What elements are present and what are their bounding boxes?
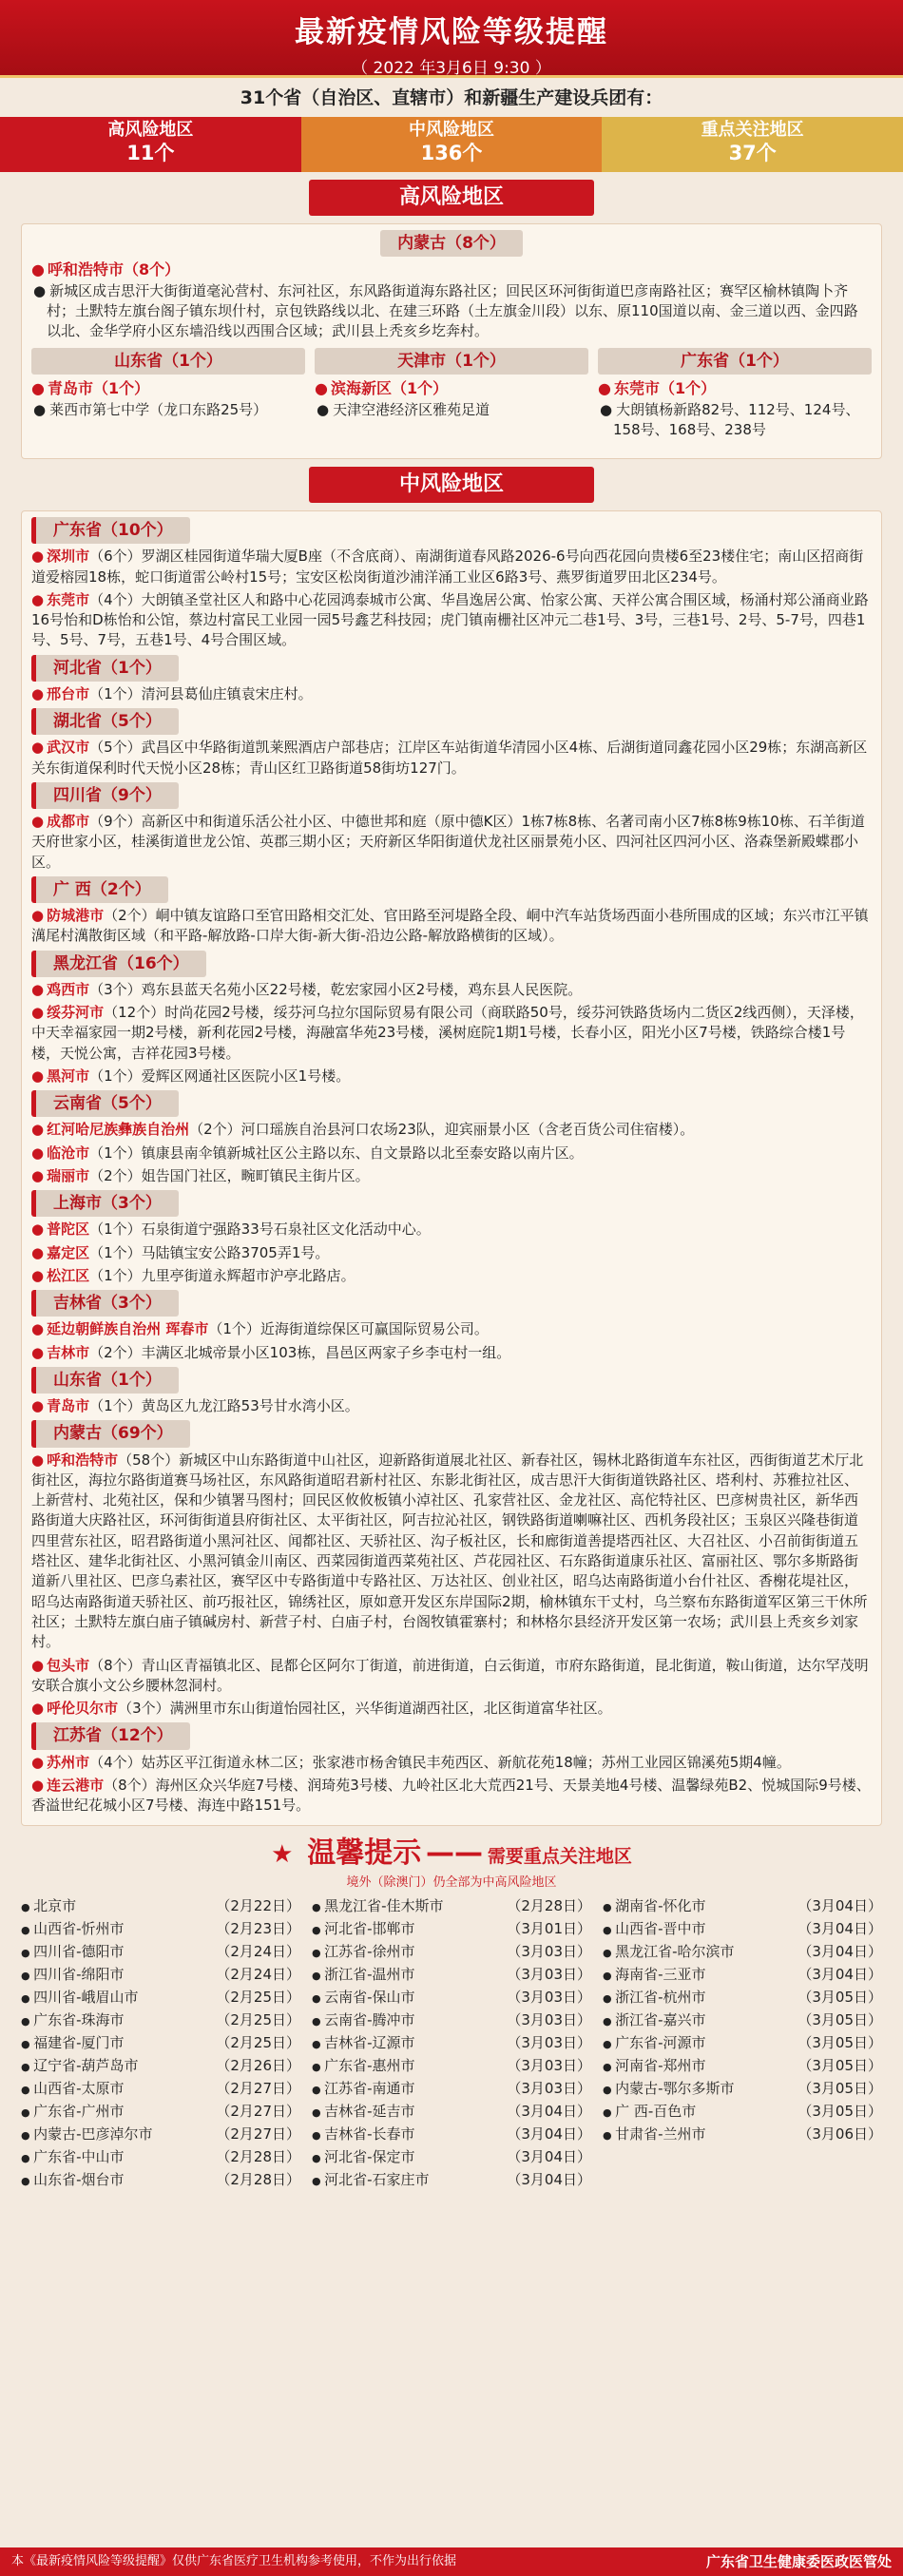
focus-area-name: ● 河南省-郑州市 xyxy=(603,2055,706,2078)
area-item: ● 新城区成吉思汗大街街道毫沁营村、东河社区，东风路街道海东路社区；回民区环河街街道巴彦南路社区；赛罕区榆林镇陶卜齐村；土默特左旗台阁子镇东坝什村，京包铁路线以北、在建三环路（土左旗金川段）以东、原110国道以南、金三道以西、金四路以北、金华学府小区东墙沿线以西围合区域；武川县上秃亥乡圪奔村。 xyxy=(33,281,858,340)
city-name: 青岛市（1个） xyxy=(47,378,150,397)
area-item: ● 天津空港经济区雅苑足道 xyxy=(317,400,490,418)
focus-area-name: ● 福建省-厦门市 xyxy=(21,2032,125,2055)
focus-area-item xyxy=(21,1941,300,1964)
province-tag: 广 西（2个） xyxy=(31,876,168,903)
summary-focus-label: 重点关注地区 xyxy=(701,119,804,140)
city-name: 苏州市 xyxy=(47,1753,90,1771)
focus-area-date: （3月01日） xyxy=(507,1920,591,1938)
focus-area-item xyxy=(21,1918,300,1941)
tips-subtitle: 需要重点关注地区 xyxy=(487,1846,632,1868)
summary-high-count: 11个 xyxy=(126,142,175,165)
focus-area-name: ● 吉林省-辽源市 xyxy=(312,2032,415,2055)
area-item: ● 黑河市（1个）爱辉区网通社区医院小区1号楼。 xyxy=(31,1067,351,1085)
focus-area-name: ● 四川省-峨眉山市 xyxy=(21,1987,139,2009)
province-hubei xyxy=(31,708,872,779)
focus-area-date: （3月05日） xyxy=(797,2011,882,2029)
focus-area-item xyxy=(603,1987,882,2009)
city-name: 青岛市 xyxy=(47,1397,90,1415)
area-item: ● 普陀区（1个）石泉街道宁强路33号石泉社区文化活动中心。 xyxy=(31,1221,431,1239)
area-item: ● 绥芬河市（12个）时尚花园2号楼，绥芬河乌拉尔国际贸易有限公司（商联路50号，绥芬河铁路货场内二货区2线西侧），天泽楼，中天幸福家园一期2号楼，新利花园2号楼，海融富华苑23号楼，溪树庭院1期1号楼，长春小区，阳光小区7号楼，铁路综合楼1号楼，天悦公寓，吉祥花园3号楼。 xyxy=(31,1004,864,1062)
area-item: ● 连云港市（8个）海州区众兴华庭7号楼、润琦苑3号楼、九岭社区北大荒西21号、天景美地4号楼、温馨绿苑B2、悦城国际9号楼、香溢世纪花城小区7号楼、海连中路151号。 xyxy=(31,1776,871,1815)
province-tag: 内蒙古（8个） xyxy=(380,230,523,257)
focus-area-date: （3月03日） xyxy=(507,1966,591,1984)
province-tag: 上海市（3个） xyxy=(31,1190,179,1217)
area-text: 莱西市第七中学（龙口东路25号） xyxy=(49,400,268,418)
area-item: ● 包头市（8个）青山区青福镇北区、昆都仑区阿尔丁街道，前进街道，白云街道，市府东路街道，昆北街道，鞍山街道，达尔罕茂明安联合旗小文公乡腰林忽洞村。 xyxy=(31,1656,869,1694)
province-tag: 江苏省（12个） xyxy=(31,1722,190,1749)
area-item: ● 呼伦贝尔市（3个）满洲里市东山街道怡园社区，兴华街道湖西社区，北区街道富华社区。 xyxy=(31,1700,612,1718)
focus-area-date: （3月05日） xyxy=(797,1989,882,2007)
focus-area-date: （3月05日） xyxy=(797,2103,882,2121)
province-tianjin xyxy=(315,348,588,443)
focus-area-name: ● 吉林省-长春市 xyxy=(312,2124,415,2146)
high-risk-panel xyxy=(21,223,882,459)
focus-area-date: （2月25日） xyxy=(216,1989,300,2007)
area-text: （9个）高新区中和街道乐活公社小区、中德世邦和庭（原中德K区）1栋7栋8栋、名著司南小区7栋8栋9栋10栋、石羊街道天府世家小区，桂溪街道世龙公馆、英郡三期小区；天府新区华阳街道伏龙社区丽景苑小区、四河社区四河小区、洛森堡新殿蝶郡小区。 xyxy=(31,813,865,871)
focus-area-date: （2月23日） xyxy=(216,1920,300,1938)
area-item: ● 嘉定区（1个）马陆镇宝安公路3705弄1号。 xyxy=(31,1243,330,1261)
summary-high-label: 高风险地区 xyxy=(107,119,194,140)
focus-area-date: （3月03日） xyxy=(507,1943,591,1961)
area-text: （3个）鸡东县蓝天名苑小区22号楼，乾宏家园小区2号楼，鸡东县人民医院。 xyxy=(89,980,583,998)
tips-heading xyxy=(21,1834,882,1874)
focus-area-item xyxy=(603,2078,882,2101)
area-item: ● 松江区（1个）九里亭街道永辉超市沪亭北路店。 xyxy=(31,1266,355,1284)
focus-area-item xyxy=(312,2078,591,2101)
area-text: （1个）镇康县南伞镇新城社区公主路以东、自文景路以北至泰安路以南片区。 xyxy=(89,1144,584,1162)
focus-area-date: （2月27日） xyxy=(216,2103,300,2121)
city-name: 邢台市 xyxy=(47,684,90,702)
focus-area-date: （2月26日） xyxy=(216,2057,300,2075)
focus-area-date: （3月03日） xyxy=(507,2057,591,2075)
tips-dash: —— xyxy=(426,1836,484,1871)
province-hebei xyxy=(31,655,872,704)
focus-area-name: ● 黑龙江省-佳木斯市 xyxy=(312,1895,444,1918)
city-heading: ● 滨海新区（1个） xyxy=(315,378,449,397)
area-item: ● 苏州市（4个）姑苏区平江街道永林二区；张家港市杨舍镇民丰苑西区、新航花苑18幢；苏州工业园区锦溪苑5期4幢。 xyxy=(31,1753,791,1771)
focus-area-item xyxy=(21,2146,300,2169)
city-name: 东莞市（1个） xyxy=(613,378,717,397)
focus-area-name: ● 广东省-珠海市 xyxy=(21,2009,125,2032)
area-text: 大朗镇杨新路82号、112号、124号、158号、168号、238号 xyxy=(613,400,860,438)
province-tag: 内蒙古（69个） xyxy=(31,1420,190,1447)
focus-area-name: ● 浙江省-杭州市 xyxy=(603,1987,706,2009)
focus-area-date: （3月04日） xyxy=(507,2148,591,2166)
city-name: 深圳市 xyxy=(47,548,90,566)
focus-area-name: ● 云南省-保山市 xyxy=(312,1987,415,2009)
province-tag: 河北省（1个） xyxy=(31,655,179,682)
focus-area-item xyxy=(312,2146,591,2169)
neimenggu-tag-wrap xyxy=(31,230,872,260)
focus-area-item xyxy=(21,2032,300,2055)
city-heading: ● 东莞市（1个） xyxy=(598,378,717,397)
focus-area-item xyxy=(603,2032,882,2055)
area-item: ● 吉林市（2个）丰满区北城帝景小区103栋，昌邑区两家子乡李屯村一组。 xyxy=(31,1343,511,1361)
area-text: （3个）满洲里市东山街道怡园社区，兴华街道湖西社区，北区街道富华社区。 xyxy=(118,1700,612,1718)
focus-area-name: ● 河北省-石家庄市 xyxy=(312,2169,430,2192)
focus-area-name: ● 四川省-绵阳市 xyxy=(21,1964,125,1987)
focus-area-grid xyxy=(21,1895,882,2192)
focus-area-name: ● 内蒙古-鄂尔多斯市 xyxy=(603,2078,735,2101)
area-item: ● 红河哈尼族彝族自治州（2个）河口瑶族自治县河口农场23队，迎宾丽景小区（含老百货公司住宿楼）。 xyxy=(31,1121,695,1139)
focus-column-3 xyxy=(603,1895,882,2192)
focus-area-date: （3月05日） xyxy=(797,2080,882,2098)
focus-area-item xyxy=(312,2169,591,2192)
focus-area-name: ● 浙江省-温州市 xyxy=(312,1964,415,1987)
area-text: （58个）新城区中山东路街道中山社区，迎新路街道展北社区、新春社区，锡林北路街道车东社区，西街街道艺术厅北街社区，海拉尔路街道赛马场社区，东风路街道昭君新村社区、东影北街社区，成吉思汗大街街道铁路社区、塔利村、苏雅拉社区、上新营村、北苑社区，保和少镇署马图村；回民区攸攸板镇小淖社区、孔家营社区、金龙社区、高佗特社区、巴彦树贵社区，新华西路街道大庆路社区，环河街街道县府街社区、太平街社区，阿吉拉沁社区，钢铁路街道喇嘛社区、西机务段社区；玉泉区兴隆巷街道四里营东社区，昭君路街道小黑河社区、闻都社区、天骄社区、沟子板社区，长和廊街道善提塔西社区、大召社区、小召前街街道五塔社区、建华北街社区、小黑河镇金川南区、西菜园街道西菜苑社区、芦花园社区、石东路街道康乐社区、富丽社区、鄂尔多斯路街道新八里社区、巴彦乌素社区，赛罕区中专路街道中专路社区、万达社区、创业社区，昭乌达南路街道小台什社区、香榭花堤社区，昭乌达南路街道天骄社区、前巧报社区，锦绣社区，原如意开发区东岸国际2期，榆林镇东干丈村，乌兰察布东路街道军区第三干休所社区；土默特左旗白庙子镇碱房村、新营子村、白庙子村，台阁牧镇霍寨村；和林格尔县经济开发区第一农场；武川县上秃亥乡刘家村。 xyxy=(31,1451,868,1651)
area-item: ● 邢台市（1个）清河县葛仙庄镇袁宋庄村。 xyxy=(31,684,313,702)
summary-focus xyxy=(602,117,903,172)
province-heilongjiang xyxy=(31,951,872,1087)
focus-area-name: ● 山西省-太原市 xyxy=(21,2078,125,2101)
focus-area-name: ● 海南省-三亚市 xyxy=(603,1964,706,1987)
focus-area-name: ● 广东省-中山市 xyxy=(21,2146,125,2169)
province-yunnan xyxy=(31,1090,872,1186)
area-item: ● 武汉市（5个）武昌区中华路街道凯莱熙酒店户部巷店；江岸区车站街道华清园小区4栋、后湖街道同鑫花园小区29栋；东湖高新区关东街道保利时代天悦小区28栋；青山区红卫路街道58街坊127门。 xyxy=(31,739,868,777)
focus-area-name: ● 河北省-保定市 xyxy=(312,2146,415,2169)
focus-area-name: ● 山西省-晋中市 xyxy=(603,1918,706,1941)
focus-area-date: （2月28日） xyxy=(507,1897,591,1915)
focus-area-date: （3月05日） xyxy=(797,2057,882,2075)
area-item: ● 临沧市（1个）镇康县南伞镇新城社区公主路以东、自文景路以北至泰安路以南片区。 xyxy=(31,1144,584,1162)
focus-area-date: （3月05日） xyxy=(797,2034,882,2052)
focus-area-date: （2月22日） xyxy=(216,1897,300,1915)
summary-mid-count: 136个 xyxy=(420,142,483,165)
focus-area-date: （3月03日） xyxy=(507,2034,591,2052)
area-text: （1个）石泉街道宁强路33号石泉社区文化活动中心。 xyxy=(89,1221,431,1239)
area-text: （2个）河口瑶族自治县河口农场23队，迎宾丽景小区（含老百货公司住宿楼）。 xyxy=(189,1121,695,1139)
focus-area-name: ● 河北省-邯郸市 xyxy=(312,1918,415,1941)
area-text: （1个）近海街道综保区可赢国际贸易公司。 xyxy=(208,1320,489,1338)
province-shandong-mid xyxy=(31,1367,872,1416)
area-item: ● 延边朝鲜族自治州 珲春市（1个）近海街道综保区可赢国际贸易公司。 xyxy=(31,1320,489,1338)
focus-area-item xyxy=(603,2124,882,2146)
summary-high xyxy=(0,117,301,172)
province-tag: 湖北省（5个） xyxy=(31,708,179,735)
area-text: （1个）清河县葛仙庄镇袁宋庄村。 xyxy=(89,684,313,702)
city-name: 红河哈尼族彝族自治州 xyxy=(47,1121,190,1139)
city-name: 延边朝鲜族自治州 珲春市 xyxy=(47,1320,209,1338)
province-jilin xyxy=(31,1290,872,1363)
area-item: ● 呼和浩特市（58个）新城区中山东路街道中山社区，迎新路街道展北社区、新春社区，锡林北路街道车东社区，西街街道艺术厅北街社区，海拉尔路街道赛马场社区，东风路街道昭君新村社区、东影北街社区，成吉思汗大街街道铁路社区、塔利村、苏雅拉社区、上新营村、北苑社区，保和少镇署马图村；回民区攸攸板镇小淖社区、孔家营社区、金龙社区、高佗特社区、巴彦树贵社区，新华西路街道大庆路社区，环河街街道县府街社区、太平街社区，阿吉拉沁社区，钢铁路街道喇嘛社区、西机务段社区；玉泉区兴隆巷街道四里营东社区，昭君路街道小黑河社区、闻都社区、天骄社区、沟子板社区，长和廊街道善提塔西社区、大召社区、小召前街街道五塔社区、建华北街社区、小黑河镇金川南区、西菜园街道西菜苑社区、芦花园社区、石东路街道康乐社区、富丽社区、鄂尔多斯路街道新八里社区、巴彦乌素社区，赛罕区中专路街道中专路社区、万达社区、创业社区，昭乌达南路街道小台什社区、香榭花堤社区，昭乌达南路街道天骄社区、前巧报社区，锦绣社区，原如意开发区东岸国际2期，榆林镇东干丈村，乌兰察布东路街道军区第三干休所社区；土默特左旗白庙子镇碱房村、新营子村、白庙子村，台阁牧镇霍寨村；和林格尔县经济开发区第一农场；武川县上秃亥乡刘家村。 xyxy=(31,1451,868,1651)
province-shandong xyxy=(31,348,305,443)
focus-area-item xyxy=(603,1964,882,1987)
header xyxy=(0,0,903,78)
focus-area-item xyxy=(312,2055,591,2078)
focus-area-date: （3月04日） xyxy=(507,2125,591,2143)
focus-area-name: ● 北京市 xyxy=(21,1895,76,1918)
province-tag: 天津市（1个） xyxy=(315,348,588,375)
footer-issuer: 广东省卫生健康委医政医管处 xyxy=(705,2553,892,2570)
province-tag: 黑龙江省（16个） xyxy=(31,951,206,977)
city-name: 普陀区 xyxy=(47,1221,90,1239)
page-title: 最新疫情风险等级提醒 xyxy=(295,15,608,49)
province-jiangsu xyxy=(31,1722,872,1816)
focus-area-date: （3月04日） xyxy=(797,1943,882,1961)
focus-area-name: ● 黑龙江省-哈尔滨市 xyxy=(603,1941,735,1964)
star-icon: ★ xyxy=(271,1840,294,1870)
focus-area-date: （3月04日） xyxy=(507,2171,591,2189)
province-neimenggu-mid xyxy=(31,1420,872,1719)
province-tag: 四川省（9个） xyxy=(31,782,179,809)
focus-area-item xyxy=(603,2101,882,2124)
focus-area-item xyxy=(312,1941,591,1964)
province-tag: 山东省（1个） xyxy=(31,348,305,375)
focus-area-name: ● 江苏省-南通市 xyxy=(312,2078,415,2101)
focus-area-item xyxy=(603,1895,882,1918)
city-name: 滨海新区（1个） xyxy=(330,378,449,397)
area-text: （1个）马陆镇宝安公路3705弄1号。 xyxy=(89,1243,330,1261)
summary-focus-count: 37个 xyxy=(728,142,777,165)
focus-area-item xyxy=(312,2032,591,2055)
focus-area-name: ● 山东省-烟台市 xyxy=(21,2169,125,2192)
focus-area-name: ● 广东省-河源市 xyxy=(603,2032,706,2055)
area-text: （1个）爱辉区网通社区医院小区1号楼。 xyxy=(89,1067,351,1085)
focus-area-name: ● 内蒙古-巴彦淖尔市 xyxy=(21,2124,153,2146)
focus-area-item xyxy=(21,2009,300,2032)
city-heading: ● 呼和浩特市（8个） xyxy=(31,260,181,279)
intro-text: 31个省（自治区、直辖市）和新疆生产建设兵团有： xyxy=(240,87,663,108)
area-text: （4个）大朗镇圣堂社区人和路中心花园鸿泰城市公寓、华昌逸居公寓、怡家公寓、天祥公寓合围区域，杨涌村郑公涌商业路16号怡和D栋怡和公馆，蔡边村富民工业园一园5号鑫艺科技园；虎门镇南栅社区冲元二巷1号、3号，三巷1号、2号、5-7号，四巷1号、5号、7号，五巷1号、4号合围区域。 xyxy=(31,590,869,649)
area-text: （4个）姑苏区平江街道永林二区；张家港市杨舍镇民丰苑西区、新航花苑18幢；苏州工业园区锦溪苑5期4幢。 xyxy=(89,1753,791,1771)
city-heading: ● 青岛市（1个） xyxy=(31,378,150,397)
province-sichuan xyxy=(31,782,872,873)
area-text: （5个）武昌区中华路街道凯莱熙酒店户部巷店；江岸区车站街道华清园小区4栋、后湖街道同鑫花园小区29栋；东湖高新区关东街道保利时代天悦小区28栋；青山区红卫路街道58街坊127门。 xyxy=(31,739,868,777)
province-tag: 山东省（1个） xyxy=(31,1367,179,1394)
focus-area-name: ● 吉林省-延吉市 xyxy=(312,2101,415,2124)
province-tag: 云南省（5个） xyxy=(31,1090,179,1117)
focus-area-name: ● 山西省-忻州市 xyxy=(21,1918,125,1941)
focus-area-item xyxy=(312,2101,591,2124)
area-item: ● 东莞市（4个）大朗镇圣堂社区人和路中心花园鸿泰城市公寓、华昌逸居公寓、怡家公寓、天祥公寓合围区域，杨涌村郑公涌商业路16号怡和D栋怡和公馆，蔡边村富民工业园一园5号鑫艺科技园；虎门镇南栅社区冲元二巷1号、3号，三巷1号、2号、5-7号，四巷1号、5号、7号，五巷1号、4号合围区域。 xyxy=(31,590,869,649)
summary-bar xyxy=(0,117,903,172)
update-date: （ 2022 年3月6日 9:30 ） xyxy=(352,59,551,79)
focus-area-name: ● 湖南省-怀化市 xyxy=(603,1895,706,1918)
high-risk-provinces-row xyxy=(31,348,872,443)
focus-area-date: （3月04日） xyxy=(507,2103,591,2121)
focus-area-name: ● 江苏省-徐州市 xyxy=(312,1941,415,1964)
focus-area-date: （3月04日） xyxy=(797,1897,882,1915)
city-name: 吉林市 xyxy=(47,1343,90,1361)
focus-area-date: （2月24日） xyxy=(216,1943,300,1961)
focus-area-item xyxy=(21,2078,300,2101)
focus-area-name: ● 广东省-广州市 xyxy=(21,2101,125,2124)
focus-area-date: （2月27日） xyxy=(216,2080,300,2098)
province-shanghai xyxy=(31,1190,872,1286)
focus-area-item xyxy=(603,1918,882,1941)
focus-area-item xyxy=(312,1964,591,1987)
focus-area-name: ● 云南省-腾冲市 xyxy=(312,2009,415,2032)
province-guangdong xyxy=(598,348,872,443)
focus-area-item xyxy=(21,2124,300,2146)
focus-area-date: （3月06日） xyxy=(797,2125,882,2143)
summary-mid-label: 中风险地区 xyxy=(409,119,494,140)
mid-risk-banner: 中风险地区 xyxy=(309,467,594,503)
focus-area-item xyxy=(312,1918,591,1941)
province-tag: 广东省（1个） xyxy=(598,348,872,375)
area-item: ● 成都市（9个）高新区中和街道乐活公社小区、中德世邦和庭（原中德K区）1栋7栋8栋、名著司南小区7栋8栋9栋10栋、石羊街道天府世家小区，桂溪街道世龙公馆、英郡三期小区；天府新区华阳街道伏龙社区丽景苑小区、四河社区四河小区、洛森堡新殿蝶郡小区。 xyxy=(31,813,865,871)
area-item: ● 青岛市（1个）黄岛区九龙江路53号甘水湾小区。 xyxy=(31,1397,359,1415)
city-name: 呼伦贝尔市 xyxy=(47,1700,119,1718)
city-name: 临沧市 xyxy=(47,1144,90,1162)
city-name: 松江区 xyxy=(47,1266,90,1284)
focus-area-item xyxy=(312,1895,591,1918)
city-name: 嘉定区 xyxy=(47,1243,90,1261)
focus-area-item xyxy=(312,1987,591,2009)
focus-area-date: （3月04日） xyxy=(797,1966,882,1984)
tips-note: 境外（除澳门）仍全部为中高风险地区 xyxy=(346,1875,557,1890)
focus-column-1 xyxy=(21,1895,300,2192)
area-text: （2个）姐告国门社区，畹町镇民主街片区。 xyxy=(89,1166,370,1184)
area-item: ● 瑞丽市（2个）姐告国门社区，畹町镇民主街片区。 xyxy=(31,1166,370,1184)
area-text: 天津空港经济区雅苑足道 xyxy=(333,400,490,418)
area-item: ● 鸡西市（3个）鸡东县蓝天名苑小区22号楼，乾宏家园小区2号楼，鸡东县人民医院。 xyxy=(31,980,583,998)
focus-column-2 xyxy=(312,1895,591,2192)
city-name: 黑河市 xyxy=(47,1067,90,1085)
area-text: （8个）青山区青福镇北区、昆都仑区阿尔丁街道，前进街道，白云街道，市府东路街道，昆北街道，鞍山街道，达尔罕茂明安联合旗小文公乡腰林忽洞村。 xyxy=(31,1656,869,1694)
area-item: ● 大朗镇杨新路82号、112号、124号、158号、168号、238号 xyxy=(600,400,860,438)
focus-area-date: （2月25日） xyxy=(216,2034,300,2052)
focus-area-name: ● 辽宁省-葫芦岛市 xyxy=(21,2055,139,2078)
area-text: （8个）海州区众兴华庭7号楼、润琦苑3号楼、九岭社区北大荒西21号、天景美地4号楼、温馨绿苑B2、悦城国际9号楼、香溢世纪花城小区7号楼、海连中路151号。 xyxy=(31,1776,871,1815)
area-text: （6个）罗湖区桂园街道华瑞大厦B座（不含底商）、南湖街道春风路2026-6号向西花园向贵楼6至23楼住宅；南山区招商街道爱榕园18栋，蛇口街道雷公岭村15号；宝安区松岗街道沙浦洋涌工业区6路3号、燕罗街道罗田北区234号。 xyxy=(31,548,864,586)
province-tag: 吉林省（3个） xyxy=(31,1290,179,1317)
area-item: ● 深圳市（6个）罗湖区桂园街道华瑞大厦B座（不含底商）、南湖街道春风路2026-6号向西花园向贵楼6至23楼住宅；南山区招商街道爱榕园18栋，蛇口街道雷公岭村15号；宝安区松岗街道沙浦洋涌工业区6路3号、燕罗街道罗田北区234号。 xyxy=(31,548,864,586)
focus-area-item xyxy=(603,2055,882,2078)
focus-area-date: （3月03日） xyxy=(507,1989,591,2007)
focus-area-date: （2月25日） xyxy=(216,2011,300,2029)
focus-area-name: ● 浙江省-嘉兴市 xyxy=(603,2009,706,2032)
focus-area-date: （3月03日） xyxy=(507,2080,591,2098)
area-text: 新城区成吉思汗大街街道毫沁营村、东河社区，东风路街道海东路社区；回民区环河街街道巴彦南路社区；赛罕区榆林镇陶卜齐村；土默特左旗台阁子镇东坝什村，京包铁路线以北、在建三环路（土左旗金川段）以东、原110国道以南、金三道以西、金四路以北、金华学府小区东墙沿线以西围合区域；武川县上秃亥乡圪奔村。 xyxy=(47,281,858,340)
area-text: （2个）峒中镇友谊路口至官田路相交汇处、官田路至河堤路全段、峒中汽车站货场西面小巷所围成的区域；东兴市江平镇澫尾村澫散街区域（和平路-解放路-口岸大街-新大街-沿边公路-解放路横街的区域）。 xyxy=(31,907,869,945)
province-guangxi xyxy=(31,876,872,947)
focus-area-item xyxy=(21,1987,300,2009)
footer xyxy=(0,2547,903,2576)
city-name: 鸡西市 xyxy=(47,980,90,998)
summary-mid xyxy=(301,117,603,172)
focus-area-item xyxy=(312,2009,591,2032)
focus-area-item xyxy=(21,2101,300,2124)
warm-tips xyxy=(21,1834,882,2192)
focus-area-item xyxy=(21,2169,300,2192)
focus-area-item xyxy=(21,2055,300,2078)
focus-area-name: ● 四川省-德阳市 xyxy=(21,1941,125,1964)
focus-area-name: ● 广 西-百色市 xyxy=(603,2101,696,2124)
city-name: 绥芬河市 xyxy=(47,1004,105,1022)
focus-area-date: （2月28日） xyxy=(216,2148,300,2166)
city-name: 呼和浩特市 xyxy=(47,1451,119,1469)
focus-area-item xyxy=(312,2124,591,2146)
province-guangdong-mid xyxy=(31,517,872,651)
city-name: 东莞市 xyxy=(47,590,90,608)
city-name: 包头市 xyxy=(47,1656,90,1674)
focus-area-name: ● 甘肃省-兰州市 xyxy=(603,2124,706,2146)
city-name: 武汉市 xyxy=(47,739,90,757)
area-item: ● 防城港市（2个）峒中镇友谊路口至官田路相交汇处、官田路至河堤路全段、峒中汽车站货场西面小巷所围成的区域；东兴市江平镇澫尾村澫散街区域（和平路-解放路-口岸大街-新大街-沿边公路-解放路横街的区域）。 xyxy=(31,907,869,945)
footer-disclaimer: 本《最新疫情风险等级提醒》仅供广东省医疗卫生机构参考使用，不作为出行依据 xyxy=(11,2554,457,2568)
tips-title: 温馨提示 xyxy=(307,1836,422,1871)
mid-risk-panel xyxy=(21,510,882,1826)
focus-area-item xyxy=(21,1895,300,1918)
city-name: 呼和浩特市（8个） xyxy=(47,260,181,279)
area-text: （2个）丰满区北城帝景小区103栋，昌邑区两家子乡李屯村一组。 xyxy=(89,1343,511,1361)
focus-area-name: ● 广东省-惠州市 xyxy=(312,2055,415,2078)
area-item: ● 莱西市第七中学（龙口东路25号） xyxy=(33,400,268,418)
focus-area-date: （2月27日） xyxy=(216,2125,300,2143)
area-text: （1个）黄岛区九龙江路53号甘水湾小区。 xyxy=(89,1397,359,1415)
city-name: 防城港市 xyxy=(47,907,105,925)
area-text: （1个）九里亭街道永辉超市沪亭北路店。 xyxy=(89,1266,355,1284)
focus-area-item xyxy=(603,2009,882,2032)
high-risk-banner: 高风险地区 xyxy=(309,180,594,216)
focus-area-item xyxy=(603,1941,882,1964)
city-name: 瑞丽市 xyxy=(47,1166,90,1184)
city-name: 成都市 xyxy=(47,813,90,831)
province-tag: 广东省（10个） xyxy=(31,517,190,544)
focus-area-date: （2月24日） xyxy=(216,1966,300,1984)
focus-area-item xyxy=(21,1964,300,1987)
focus-area-date: （3月03日） xyxy=(507,2011,591,2029)
focus-area-date: （3月04日） xyxy=(797,1920,882,1938)
city-name: 连云港市 xyxy=(47,1776,105,1794)
area-text: （12个）时尚花园2号楼，绥芬河乌拉尔国际贸易有限公司（商联路50号，绥芬河铁路货场内二货区2线西侧），天泽楼，中天幸福家园一期2号楼，新利花园2号楼，海融富华苑23号楼，溪树庭院1期1号楼，长春小区，阳光小区7号楼，铁路综合楼1号楼，天悦公寓，吉祥花园3号楼。 xyxy=(31,1004,864,1062)
focus-area-date: （2月28日） xyxy=(216,2171,300,2189)
